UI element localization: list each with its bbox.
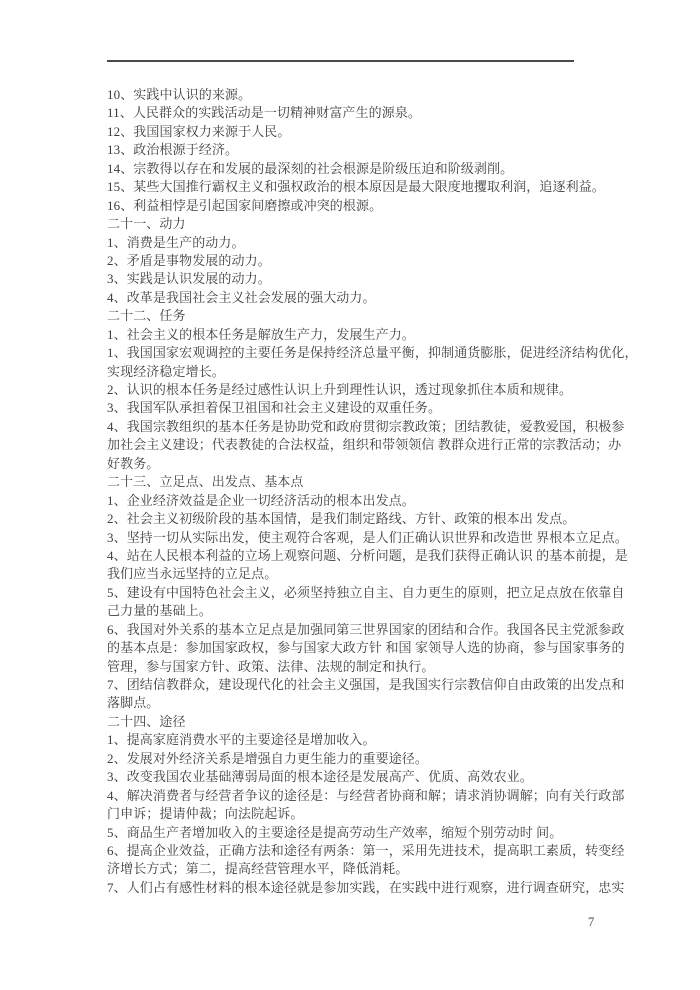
text-line: 2、矛盾是事物发展的动力。: [107, 252, 271, 268]
text-line: 4、站在人民根本利益的立场上观察问题、分析问题，是我们获得正确认识 的基本前提，是: [107, 547, 628, 563]
text-line: 4、改革是我国社会主义社会发展的强大动力。: [107, 289, 376, 305]
text-line: 门申诉；提请仲裁；向法院起诉。: [107, 806, 304, 822]
text-line: 实现经济稳定增长。: [107, 363, 225, 379]
text-line: 3、实践是认识发展的动力。: [107, 271, 271, 287]
text-line: 3、我国军队承担着保卫祖国和社会主义建设的双重任务。: [107, 400, 442, 416]
text-line: 落脚点。: [107, 695, 160, 711]
section-heading: 二十四、途径: [107, 713, 186, 729]
text-line: 13、政治根源于经济。: [107, 142, 239, 158]
text-line: 1、社会主义的根本任务是解放生产力，发展生产力。: [107, 326, 415, 342]
page-number: 7: [588, 915, 595, 929]
text-line: 1、提高家庭消费水平的主要途径是增加收入。: [107, 732, 376, 748]
section-heading: 二十一、动力: [107, 216, 186, 232]
text-line: 15、某些大国推行霸权主义和强权政治的根本原因是最大限度地攫取利润，追逐利益。: [107, 179, 605, 195]
text-line: 管理，参与国家方针、政策、法律、法规的制定和执行。: [107, 658, 435, 674]
text-line: 4、解决消费者与经营者争议的途径是：与经营者协商和解；请求消协调解；向有关行政部: [107, 787, 625, 803]
section-heading: 二十三、立足点、出发点、基本点: [107, 474, 304, 490]
text-line: 6、提高企业效益，正确方法和途径有两条：第一，采用先进技术，提高职工素质，转变经: [107, 842, 625, 858]
text-line: 7、人们占有感性材料的根本途径就是参加实践，在实践中进行观察，进行调查研究，忠实: [107, 879, 625, 895]
text-line: 1、消费是生产的动力。: [107, 234, 245, 250]
text-line: 好教务。: [107, 455, 160, 471]
text-line: 3、坚持一切从实际出发，使主观符合客观，是人们正确认识世界和改造世 界根本立足点。: [107, 529, 628, 545]
text-line: 5、建设有中国特色社会主义，必须坚持独立自主、自力更生的原则，把立足点放在依靠自: [107, 584, 625, 600]
text-line: 5、商品生产者增加收入的主要途径是提高劳动生产效率，缩短个别劳动时 间。: [107, 824, 563, 840]
section-heading: 二十二、任务: [107, 308, 186, 324]
text-line: 1、企业经济效益是企业一切经济活动的根本出发点。: [107, 492, 415, 508]
text-line: 14、宗教得以存在和发展的最深刻的社会根源是阶级压迫和阶级剥削。: [107, 160, 514, 176]
text-line: 我们应当永远坚持的立足点。: [107, 566, 278, 582]
text-line: 11、人民群众的实践活动是一切精神财富产生的源泉。: [107, 105, 422, 121]
text-line: 12、我国国家权力来源于人民。: [107, 123, 291, 139]
document-body: [107, 86, 638, 897]
text-line: 的基本点是：参加国家政权，参与国家大政方针 和国 家领导人选的协商，参与国家事务的: [107, 640, 625, 656]
text-line: 1、我国国家宏观调控的主要任务是保持经济总量平衡，抑制通货膨胀，促进经济结构优化，: [107, 345, 638, 361]
text-line: 济增长方式；第二，提高经营管理水平，降低消耗。: [107, 861, 409, 877]
text-line: 7、团结信教群众，建设现代化的社会主义强国，是我国实行宗教信仰自由政策的出发点和: [107, 677, 625, 692]
text-line: 3、改变我国农业基础薄弱局面的根本途径是发展高产、优质、高效农业。: [107, 769, 533, 785]
text-line: 6、我国对外关系的基本立足点是加强同第三世界国家的团结和合作。我国各民主党派参政: [107, 621, 625, 637]
text-line: 10、实践中认识的来源。: [107, 87, 252, 102]
text-line: 加社会主义建设；代表教徒的合法权益，组织和带领领信 教群众进行正常的宗教活动；办: [107, 437, 622, 453]
text-line: 2、社会主义初级阶段的基本国情，是我们制定路线、方针、政策的根本出 发点。: [107, 511, 576, 527]
text-line: 16、利益相悖是引起国家间磨擦或冲突的根源。: [107, 197, 383, 213]
text-line: 4、我国宗教组织的基本任务是协助党和政府贯彻宗教政策；团结教徒，爱教爱国，积极参: [107, 418, 625, 434]
text-line: 2、认识的根本任务是经过感性认识上升到理性认识，透过现象抓住本质和规律。: [107, 382, 573, 397]
text-line: 己力量的基础上。: [107, 603, 212, 619]
header-rule: [107, 60, 574, 62]
text-line: 2、发展对外经济关系是增强自力更生能力的重要途径。: [107, 750, 429, 766]
